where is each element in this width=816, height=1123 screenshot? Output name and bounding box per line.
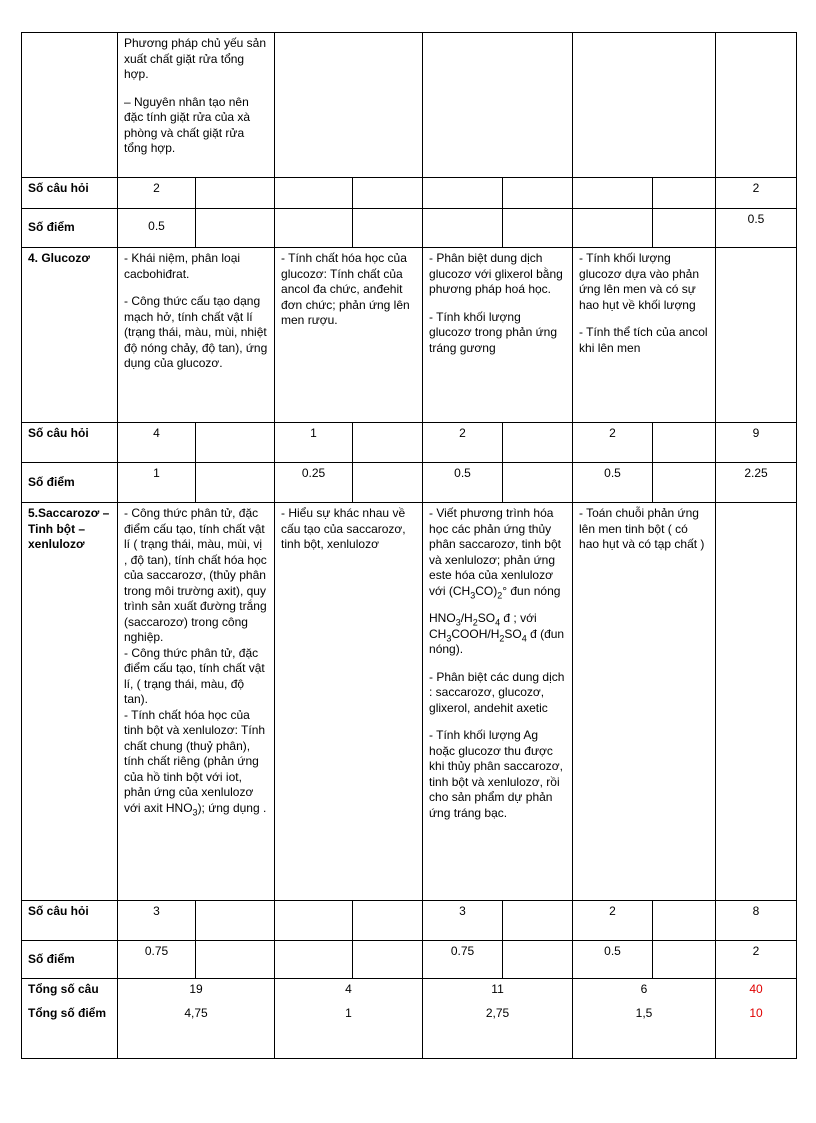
section5-points-row: Số điểm 0.75 0.75 0.5 2 <box>22 941 797 979</box>
section4-questions-row: Số câu hỏi 4 1 2 2 9 <box>22 423 797 463</box>
grand-total-points: 10 <box>749 1005 763 1020</box>
section3-questions-row: Số câu hỏi 2 2 <box>22 178 797 209</box>
points-label: Số điểm <box>22 209 118 248</box>
section5-content-row: 5.Saccarozơ – Tinh bột – xenlulozơ - Công thức phân tử, đặc điểm cấu tạo, tính chất vật lí ( trạng thái, màu, mùi, vị , độ tan), tính chất hóa học của saccarozơ, (thủy phân trong môi trường axit), quy trình sản xuất đường trắng (saccarozơ) trong công nghiệp. - Công thức phân tử, đặc điểm cấu tạo, tính chất vật lí, ( trạng thái, màu, độ tan). - Tính chất hóa học của tinh bột và xenlulozơ: Tính chất chung (thuỷ phân), tính chất riêng (phản ứng của hồ tinh bột với iot, phản ứng của xenlulozơ với axit $HNO_3$); ứng dụng . - Hiểu sự khác nhau về cấu tạo của saccarozơ, tinh bột, xenlulozơ - Viết phương trình hóa học các phản ứng thủy phân saccarozơ, tinh bột và xenlulozơ; phản ứng este hóa của xenlulozơ với $(CH_3CO)_2^\circ$ đun nóng $HNO_3/H_2SO_4$ đ ; với $CH_3COOH/H_2SO_4$ đ (đun nóng). - Phân biệt các dung dịch : saccarozơ, glucozơ, glixerol, andehit axetic - Tính khối lượng Ag hoặc glucozơ thu được khi thủy phân saccarozơ, tinh bột và xenlulozơ, rồi cho sản phẩm dự phản ứng tráng bạc. - Toán chuỗi phản ứng lên men tinh bột ( có hao hụt và có tạp chất ) <box>22 503 797 901</box>
section3-content-row <box>22 33 797 178</box>
section4-title: 4. Glucozơ <box>22 248 118 423</box>
section4-content-row: 4. Glucozơ - Khái niệm, phân loại cacbohiđrat. - Công thức cấu tạo dạng mạch hở, tính chất vật lí (trạng thái, màu, mùi, nhiệt độ nóng chảy, độ tan), ứng dụng của glucozơ. - Tính chất hóa học của glucozơ: Tính chất của ancol đa chức, anđehit đơn chức; phản ứng lên men rượu. - Phân biệt dung dịch glucozơ với glixerol bằng phương pháp hoá học. - Tính khối lượng glucozơ trong phản ứng tráng gương - Tính khối lượng glucozơ dựa vào phản ứng lên men và có sự hao hụt về khối lượng - Tính thể tích của ancol khi lên men <box>22 248 797 423</box>
totals-row: Tổng số câu Tổng số điểm 19 4,75 4 1 11 2,75 6 1,5 40 10 <box>22 979 797 1059</box>
total-points-label: Tổng số điểm <box>28 1005 106 1020</box>
section3-knowledge-p1: Phương pháp chủ yếu sản xuất chất giặt rửa tổng hợp. <box>124 36 267 81</box>
grand-total-questions: 40 <box>749 982 763 996</box>
exam-matrix-table <box>21 32 797 1059</box>
section3-knowledge-cell <box>118 33 275 178</box>
section5-questions-row: Số câu hỏi 3 3 2 8 <box>22 901 797 941</box>
total-questions-label: Tổng số câu <box>28 982 99 996</box>
section3-points-row: Số điểm 0.5 0.5 <box>22 209 797 248</box>
questions-label: Số câu hỏi <box>22 178 118 209</box>
section3-title-cell <box>22 33 118 178</box>
section4-points-row: Số điểm 1 0.25 0.5 0.5 2.25 <box>22 463 797 503</box>
section5-title: 5.Saccarozơ – Tinh bột – xenlulozơ <box>22 503 118 901</box>
section3-knowledge-p2: – Nguyên nhân tạo nên đặc tính giặt rửa của xà phòng và chất giặt rửa tổng hợp. <box>124 94 251 155</box>
